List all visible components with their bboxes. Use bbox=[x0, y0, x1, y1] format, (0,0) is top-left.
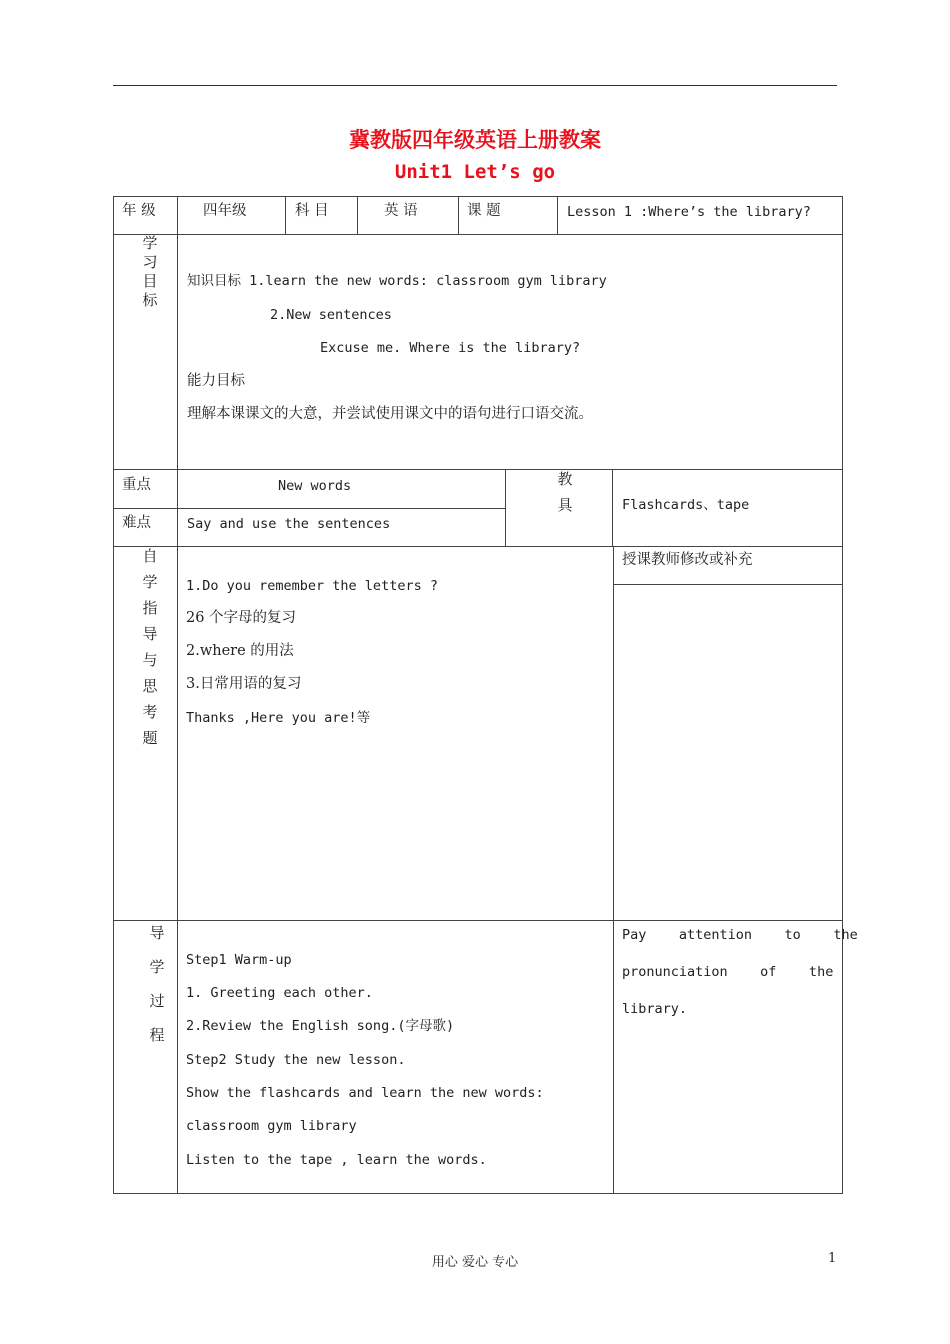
teacher-notes-label: 授课教师修改或补充 bbox=[622, 552, 753, 568]
top-rule bbox=[113, 85, 837, 86]
process-line: 1. Greeting each other. bbox=[186, 985, 373, 1001]
process-note: pronunciation of the bbox=[622, 964, 834, 980]
process-line: Step2 Study the new lesson. bbox=[186, 1052, 406, 1068]
subject-value: 英 语 bbox=[384, 203, 418, 219]
footer-motto: 用心 爱心 专心 bbox=[431, 1255, 519, 1270]
self-study-line: 3.日常用语的复习 bbox=[186, 676, 302, 692]
objectives-line: 理解本课课文的大意，并尝试使用课文中的语句进行口语交流。 bbox=[187, 406, 593, 422]
aids-value: Flashcards、tape bbox=[622, 497, 750, 513]
objectives-line: 能力目标 bbox=[187, 373, 245, 389]
self-study-line: 26 个字母的复习 bbox=[186, 610, 297, 626]
objectives-label: 学习目标 bbox=[142, 234, 158, 309]
process-label: 导学过程 bbox=[149, 924, 165, 1044]
process-note: Pay attention to the bbox=[622, 927, 858, 943]
topic-value: Lesson 1 :Where’s the library? bbox=[567, 204, 811, 220]
document-title: 冀教版四年级英语上册教案 bbox=[349, 128, 601, 152]
difficulty-label: 难点 bbox=[122, 515, 151, 531]
focus-value: New words bbox=[278, 478, 352, 494]
self-study-line: 1.Do you remember the letters ? bbox=[186, 578, 438, 594]
objectives-line: Excuse me. Where is the library? bbox=[320, 340, 581, 356]
self-study-label: 自学指导与思考题 bbox=[142, 547, 158, 747]
process-line: classroom gym library bbox=[186, 1118, 357, 1134]
grade-value: 四年级 bbox=[203, 203, 247, 219]
grade-label: 年 级 bbox=[122, 203, 156, 219]
objectives-line: 2.New sentences bbox=[270, 307, 392, 323]
objectives-line: 知识目标 1.learn the new words: classroom gym library bbox=[187, 273, 607, 289]
document-subtitle: Unit1 Let’s go bbox=[394, 161, 556, 183]
process-line: Step1 Warm-up bbox=[186, 952, 292, 968]
aids-label: 教具 bbox=[557, 470, 573, 514]
self-study-line: 2.where 的用法 bbox=[186, 643, 294, 659]
focus-label: 重点 bbox=[122, 477, 151, 493]
difficulty-value: Say and use the sentences bbox=[187, 516, 391, 532]
subject-label: 科 目 bbox=[295, 203, 329, 219]
topic-label: 课 题 bbox=[467, 203, 501, 219]
process-line: 2.Review the English song.(字母歌) bbox=[186, 1018, 455, 1034]
page-number: 1 bbox=[828, 1251, 837, 1266]
process-note: library. bbox=[622, 1001, 688, 1017]
process-line: Show the flashcards and learn the new words: bbox=[186, 1085, 544, 1101]
self-study-line: Thanks ,Here you are!等 bbox=[186, 710, 371, 726]
process-line: Listen to the tape , learn the words. bbox=[186, 1152, 487, 1168]
